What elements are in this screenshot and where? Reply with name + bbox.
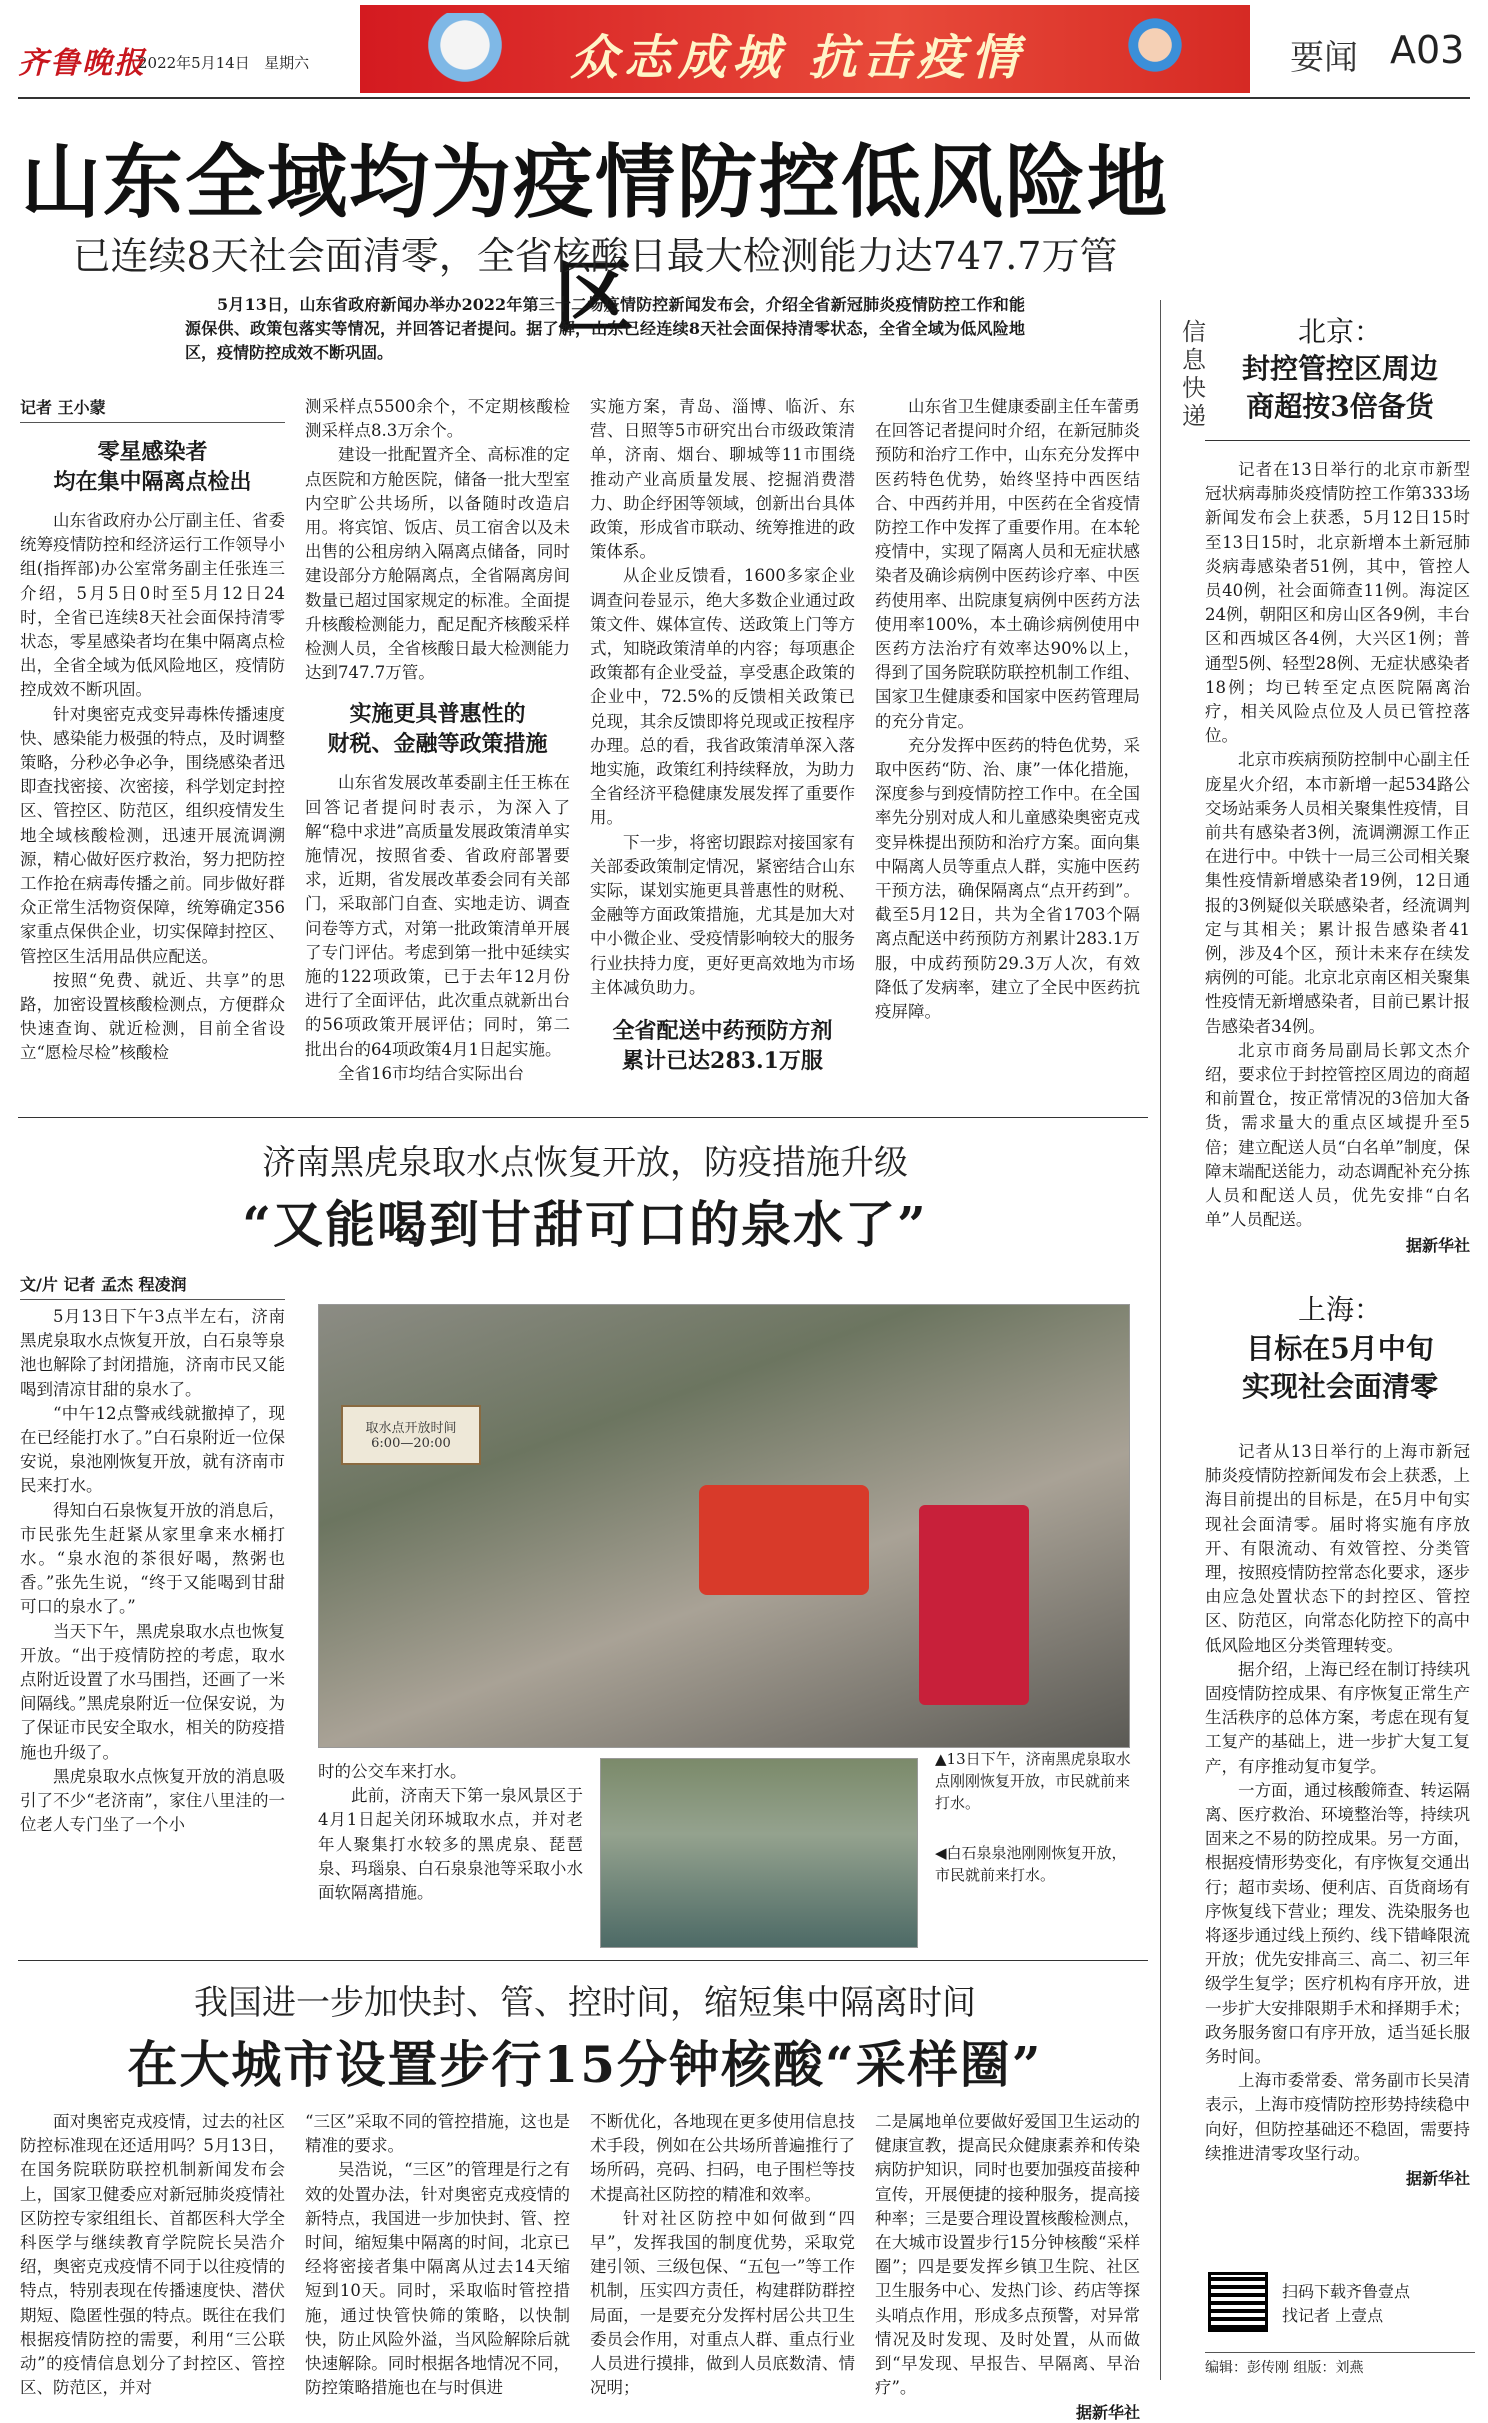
header-rule [18, 97, 1470, 99]
shanghai-headline: 目标在5月中旬 实现社会面清零 [1241, 1332, 1438, 1403]
shanghai-city: 上海： [1297, 1293, 1382, 1326]
page-number: A03 [1390, 28, 1465, 72]
section-rule [18, 1117, 1148, 1118]
section-name: 要闻 [1290, 38, 1358, 78]
paragraph: 吴浩说，“三区”的管理是行之有效的处置办法，针对奥密克戎疫情的新特点，我国进一步加快封、管、控时间，缩短集中隔离的时间，北京已经将密接者集中隔离从过去14天缩短到10天。同时，采取临时管控措施，通过快管快筛的策略，以快制快，防止风险外溢，当风险解除后就快速解除。同时根据各地情况不同，防控策略措施也在与时俱进 [305, 2160, 570, 2398]
main-column-4 [875, 395, 1140, 1024]
spring-headline: “又能喝到甘甜可口的泉水了” [242, 1195, 928, 1254]
bottom-subheadline: 我国进一步加快封、管、控时间，缩短集中隔离时间 [194, 1983, 976, 2023]
qr-code-icon[interactable] [1208, 2272, 1268, 2332]
source-credit: 据新华社 [1075, 2403, 1140, 2423]
paragraph: 建设一批配置齐全、高标准的定点医院和方舱医院，储备一批大型室内空旷公共场所，以备随时改造启用。将宾馆、饭店、员工宿舍以及未出售的公租房纳入隔离点储备，同时建设部分方舱隔离点，全省隔离房间数量已超过国家规定的标准。全面提升核酸检测能力，配足配齐核酸采样检测人员，全省核酸日最大检测能力达到747.7万管。 [305, 445, 570, 683]
bottom-column-3 [590, 2110, 855, 2400]
medic-illustration-icon [400, 13, 530, 93]
beijing-city: 北京： [1297, 315, 1382, 348]
main-column-3 [590, 395, 855, 1076]
spring-subheadline: 济南黑虎泉取水点恢复开放，防疫措施升级 [262, 1143, 908, 1183]
paragraph: 据介绍，上海已经在制订持续巩固疫情防控成果、有序恢复正常生产生活秩序的总体方案，考虑在现有复工复产的基础上，进一步扩大复工复产，有序推动复市复学。 [1205, 1659, 1470, 1776]
spring-column-1 [20, 1305, 285, 1837]
main-subhead-1: 零星感染者 均在集中隔离点检出 [53, 439, 252, 495]
paragraph: “中午12点警戒线就撤掉了，现在已经能打水了。”白石泉附近一位保安说，泉池刚恢复开放，就有济南市民来打水。 [20, 1403, 285, 1496]
spring-pool-photo [600, 1758, 918, 1948]
paragraph: 一方面，通过核酸筛查、转运隔离、医疗救治、环境整治等，持续巩固来之不易的防控成果。另一方面，根据疫情形势变化，有序恢复交通出行；超市卖场、便利店、百货商场有序恢复线下营业；理发、洗染服务也将逐步通过线上预约、线下错峰限流开放；优先安排高三、高二、初三年级学生复学；医疗机构有序开放，进一步扩大安排限期手术和择期手术；政务服务窗口有序开放，适当延长服务时间。 [1205, 1780, 1470, 2067]
paragraph: 山东省政府办公厅副主任、省委统筹疫情防控和经济运行工作领导小组(指挥部)办公室常务副主任张连三介绍，5月5日0时至5月12日24时，全省已连续8天社会面保持清零状态，零星感染者均在集中隔离点检出，全省全域为低风险地区，疫情防控成效不断巩固。 [20, 511, 285, 700]
banner-slogan: 众志成城 抗击疫情 [570, 30, 1025, 86]
paragraph: 当天下午，黑虎泉取水点也恢复开放。“出于疫情防控的考虑，取水点附近设置了水马围挡，还画了一米间隔线。”黑虎泉附近一位保安说，为了保证市民安全取水，相关的防疫措施也升级了。 [20, 1621, 285, 1762]
child-illustration-icon [1110, 13, 1200, 93]
bottom-column-2 [305, 2110, 570, 2400]
sidebar-label: 信息快递 [1182, 318, 1206, 430]
paragraph: 北京市疾病预防控制中心副主任庞星火介绍，本市新增一起534路公交场站乘务人员相关聚集性疫情，目前共有感染者3例，流调溯源工作正在进行中。中铁十一局三公司相关聚集性疫情新增感染者19例，12日通报的3例疑似关联感染者，经流调判定与其相关；累计报告感染者41例，涉及4个区，预计未来存在续发病例的可能。北京北京南区相关聚集性疫情无新增感染者，目前已累计报告感染者34例。 [1205, 750, 1470, 1036]
paragraph: 时的公交车来打水。 [318, 1762, 467, 1781]
paragraph: 针对社区防控中如何做到“四早”，发挥我国的制度优势，采取党建引领、三级包保、“五包一”等工作机制，压实四方责任，构建群防群控局面，一是要充分发挥村居公共卫生委员会作用，对重点人群、重点行业人员进行摸排，做到人员底数清、情况明； [590, 2208, 855, 2398]
paragraph: “三区”采取不同的管控措施，这也是精准的要求。 [305, 2112, 570, 2156]
main-column-1 [20, 395, 285, 1066]
bottom-column-4 [875, 2110, 1140, 2423]
spring-byline: 文/片 记者 孟杰 程凌润 [20, 1272, 285, 1300]
paragraph: 针对奥密克戎变异毒株传播速度快、感染能力极强的特点，及时调整策略，分秒必争必争，围绕感染者迅即查找密接、次密接，科学划定封控区、管控区、防范区，组织疫情发生地全域核酸检测，迅速开展流调溯源，精心做好医疗救治，努力把防控工作抢在病毒传播之前。同步做好群众正常生活物资保障，统筹确定356家重点保供企业，切实保障封控区、管控区生活用品供应配送。 [20, 704, 285, 966]
main-subheadline: 已连续8天社会面清零，全省核酸日最大检测能力达747.7万管 [72, 234, 1118, 278]
sidebar-rule [1205, 440, 1470, 441]
bottom-headline: 在大城市设置步行15分钟核酸“采样圈” [127, 2035, 1043, 2094]
beijing-article [1205, 458, 1470, 1256]
paragraph: 全省16市均结合实际出台 [338, 1063, 524, 1083]
paragraph: 此前，济南天下第一泉风景区于4月1日起关闭环城取水点，并对老年人聚集打水较多的黑虎泉、琵琶泉、玛瑙泉、白石泉泉池等采取小水面软隔离措施。 [318, 1786, 583, 1903]
paragraph: 从企业反馈看，1600多家企业调查问卷显示，绝大多数企业通过政策文件、媒体宣传、送政策上门等方式，知晓政策清单的内容；每项惠企政策都有企业受益，享受惠企政策的企业中，72.5%的反馈相关政策已兑现，其余反馈即将兑现或正按程序办理。总的看，我省政策清单深入落地实施，政策红利持续释放，为助力全省经济平稳健康发展发挥了重要作用。 [590, 566, 855, 828]
paragraph: 记者从13日举行的上海市新冠肺炎疫情防控新闻发布会上获悉，上海目前提出的目标是，在5月中旬实现社会面清零。届时将实施有序放开、有限流动、有效管控、分类管理，按照疫情防控常态化要求，逐步由应急处置状态下的封控区、管控区、防范区，向常态化防控下的高中低风险地区分类管理转变。 [1205, 1442, 1470, 1655]
main-column-2 [305, 395, 570, 1086]
paragraph: 面对奥密克戎疫情，过去的社区防控标准现在还适用吗？5月13日，在国务院联防联控机制新闻发布会上，国家卫健委应对新冠肺炎疫情社区防控专家组组长、首都医科大学全科医学与继续教育学院院长吴浩介绍，奥密克戎疫情不同于以往疫情的特点，特别表现在传播速度快、潜伏期短、隐匿性强的特点。既往在我们根据疫情防控的需要，利用“三公联动”的疫情信息划分了封控区、管控区、防范区，并对 [20, 2112, 285, 2398]
beijing-headline: 封控管控区周边 商超按3倍备货 [1241, 352, 1438, 423]
main-lede: 5月13日，山东省政府新闻办举办2022年第三十二场疫情防控新闻发布会，介绍全省新冠肺炎疫情防控工作和能源保供、政策包落实等情况，并回答记者提问。据了解，山东已经连续8天社会面保持清零状态，全省全域为低风险地区，疫情防控成效不断巩固。 [185, 295, 1025, 362]
main-headline: 山东全域均为疫情防控低风险地区 [21, 135, 1169, 344]
paragraph: 二是属地单位要做好爱国卫生运动的健康宣教，提高民众健康素养和传染病防护知识，同时也要加强疫苗接种宣传，开展便捷的接种服务，提高接种率；三是要合理设置核酸检测点，在大城市设置步行15分钟核酸“采样圈”；四是要发挥乡镇卫生院、社区卫生服务中心、发热门诊、药店等探头哨点作用，形成多点预警，对异常情况及时发现、及时处置，从而做到“早发现、早报告、早隔离、早治疗”。 [875, 2112, 1140, 2398]
main-byline: 记者 王小蒙 [20, 395, 285, 423]
paragraph: 黑虎泉取水点恢复开放的消息吸引了不少“老济南”，家住八里洼的一位老人专门坐了一个小 [20, 1766, 285, 1835]
source-credit: 据新华社 [1405, 2169, 1470, 2189]
paragraph: 下一步，将密切跟踪对接国家有关部委政策制定情况，紧密结合山东实际，谋划实施更具普惠性的财税、金融等方面政策措施，尤其是加大对中小微企业、受疫情影响较大的服务行业扶持力度，更好更高效地为市场主体减负助力。 [590, 832, 855, 997]
source-credit: 据新华社 [1405, 1235, 1470, 1255]
paragraph: 测采样点5500余个，不定期核酸检测采样点8.3万余个。 [305, 397, 570, 441]
editor-credit: 编辑：彭传刚 组版：刘燕 [1205, 2352, 1475, 2377]
photo-caption-1: ▲13日下午，济南黑虎泉取水点刚刚恢复开放，市民就前来打水。 [935, 1750, 1131, 1812]
spring-main-photo [318, 1304, 1130, 1748]
opening-hours-sign: 取水点开放时间 6:00—20:00 [341, 1405, 481, 1465]
sidebar-divider [1160, 300, 1161, 2380]
bottom-column-1 [20, 2110, 285, 2400]
paragraph: 不断优化，各地现在更多使用信息技术手段，例如在公共场所普遍推行了场所码，亮码、扫码，电子围栏等技术提高社区防控的精准和效率。 [590, 2112, 855, 2204]
paragraph: 充分发挥中医药的特色优势，采取中医药“防、治、康”一体化措施，深度参与到疫情防控工作中。在全国率先分别对成人和儿童感染奥密克戎变异株提出预防和治疗方案。面向集中隔离人员等重点人群，实施中医药干预方法，确保隔离点“点开药到”。截至5月12日，共为全省1703个隔离点配送中药预防方剂累计283.1万服，中成药预防29.3万人次，有效降低了发病率，建立了全民中医药抗疫屏障。 [875, 735, 1140, 1022]
section-rule [18, 1960, 1148, 1961]
paragraph: 记者在13日举行的北京市新型冠状病毒肺炎疫情防控工作第333场新闻发布会上获悉，5月12日15时至13日15时，北京新增本土新冠肺炎病毒感染者51例，其中，管控人员40例，社会面筛查11例。海淀区24例，朝阳区和房山区各9例，丰台区和西城区各4例，大兴区1例；普通型5例、轻型28例、无症状感染者18例；均已转至定点医院隔离治疗，相关风险点位及人员已管控落位。 [1205, 460, 1470, 746]
issue-date: 2022年5月14日 星期六 [138, 54, 310, 72]
paragraph: 5月13日下午3点半左右，济南黑虎泉取水点恢复开放，白石泉等泉池也解除了封闭措施，济南市民又能喝到清凉甘甜的泉水了。 [20, 1307, 285, 1399]
main-subhead-3: 全省配送中药预防方剂 累计已达283.1万服 [612, 1018, 833, 1075]
paragraph: 山东省卫生健康委副主任车蕾勇在回答记者提问时介绍，在新冠肺炎预防和治疗工作中，山东充分发挥中医药特色优势，始终坚持中西医结合、中西药并用，中医药在全省疫情防控工作中发挥了重要作用。在本轮疫情中，实现了隔离人员和无症状感染者及确诊病例中医药诊疗率、中医药使用率、出院康复病例中医药方法使用率100%，本土确诊病例使用中医药方法治疗有效率达90%以上，得到了国务院联防联控机制工作组、国家卫生健康委和国家中医药管理局的充分肯定。 [875, 397, 1140, 731]
shanghai-article [1205, 1440, 1470, 2189]
shopping-cart [919, 1505, 1029, 1705]
spring-column-2 [318, 1760, 583, 1905]
water-barrier [699, 1485, 869, 1595]
paragraph: 得知白石泉恢复开放的消息后，市民张先生赶紧从家里拿来水桶打水。“泉水泡的茶很好喝，熬粥也香。”张先生说，“终于又能喝到甘甜可口的泉水了。” [20, 1500, 285, 1617]
paragraph: 实施方案，青岛、淄博、临沂、东营、日照等5市研究出台市级政策清单，济南、烟台、聊城等11市围绕推动产业高质量发展、挖掘消费潜力、助企纾困等领域，创新出台具体政策，形成省市联动、统筹推进的政策体系。 [590, 397, 855, 562]
photo-caption-2: ◀白石泉泉池刚刚恢复开放，市民就前来打水。 [935, 1844, 1127, 1884]
paragraph: 山东省发展改革委副主任王栋在回答记者提问时表示，为深入了解“稳中求进”高质量发展政策清单实施情况，按照省委、省政府部署要求，近期，省发展改革委会同有关部门，采取部门自查、实地走访、调查问卷等方式，对第一批政策清单开展了专门评估。考虑到第一批中延续实施的122项政策，已于去年12月份进行了全面评估，此次重点就新出台的56项政策开展评估；同时，第二批出台的64项政策4月1日起实施。 [305, 773, 570, 1059]
paragraph: 按照“免费、就近、共享”的思路，加密设置核酸检测点，方便群众快速查询、就近检测，目前全省设立“愿检尽检”核酸检 [20, 970, 285, 1063]
newspaper-logo: 齐鲁晚报 [18, 46, 146, 81]
qr-text: 扫码下载齐鲁壹点 找记者 上壹点 [1282, 2282, 1411, 2325]
paragraph: 上海市委常委、常务副市长吴清表示，上海市疫情防控形势持续稳中向好，但防控基础还不稳固，需要持续推进清零攻坚行动。 [1205, 2071, 1470, 2163]
main-subhead-2: 实施更具普惠性的 财税、金融等政策措施 [327, 701, 548, 758]
campaign-banner [360, 5, 1250, 93]
paragraph: 北京市商务局副局长郭文杰介绍，要求位于封控管控区周边的商超和前置仓，按正常情况的3倍加大备货，需求量大的重点区域提升至5倍；建立配送人员“白名单”制度，保障末端配送能力，动态调配补充分拣人员和配送人员，优先安排“白名单”人员配送。 [1205, 1040, 1470, 1230]
